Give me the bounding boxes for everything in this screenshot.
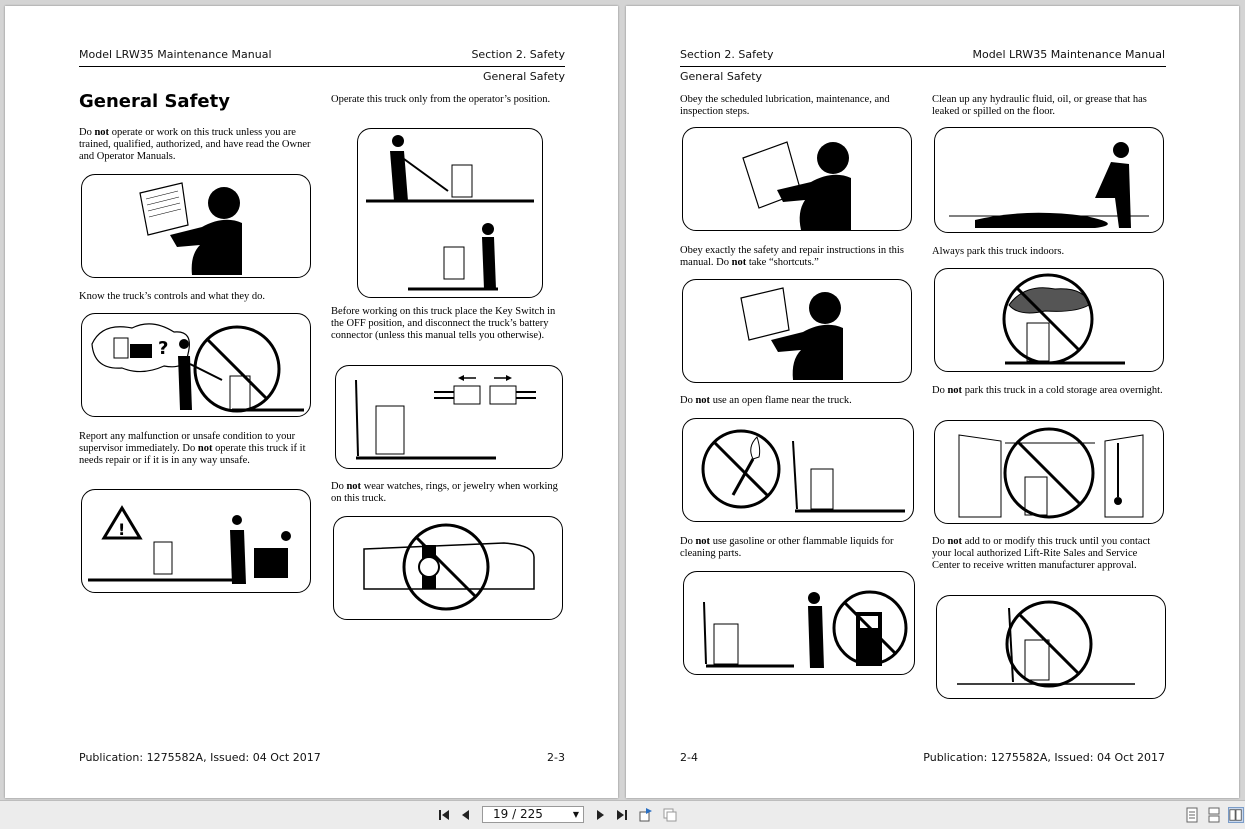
- left-page: [5, 6, 618, 798]
- first-page-button[interactable]: [436, 807, 452, 823]
- single-page-view-button[interactable]: [1184, 807, 1200, 823]
- svg-text:!: !: [118, 520, 126, 539]
- header-section: Section 2. Safety: [680, 48, 774, 61]
- continuous-view-button[interactable]: [1206, 807, 1222, 823]
- next-page-icon: [592, 807, 608, 823]
- header-manual-title: Model LRW35 Maintenance Manual: [972, 48, 1165, 61]
- illustration-checklist: [682, 127, 912, 231]
- caption-trained: Do not operate or work on this truck unless you are trained, qualified, authorized, and have read the Owner and Operator Manuals.: [79, 127, 311, 162]
- illustration-no-gasoline: [683, 571, 915, 675]
- go-forward-button[interactable]: [662, 807, 678, 823]
- illustration-reading-instructions: [682, 279, 912, 383]
- svg-text:?: ?: [158, 338, 169, 359]
- footer-page-number: 2-3: [547, 751, 565, 764]
- right-page: [626, 6, 1239, 798]
- illustration-disconnect-battery: [335, 365, 563, 469]
- illustration-cold-storage: [934, 420, 1164, 524]
- header-manual-title: Model LRW35 Maintenance Manual: [79, 48, 272, 61]
- illustration-controls-thinking: [81, 313, 311, 417]
- caption-no-flame: Do not use an open flame near the truck.: [680, 395, 852, 406]
- facing-pages-icon: [1229, 808, 1243, 822]
- last-page-button[interactable]: [614, 807, 630, 823]
- previous-page-button[interactable]: [458, 807, 474, 823]
- subheader: General Safety: [482, 70, 565, 83]
- illustration-reading-manual: [81, 174, 311, 278]
- chevron-down-icon[interactable]: ▼: [572, 810, 579, 819]
- caption-key-switch: Before working on this truck place the Key Switch in the OFF position, and disconnect the truck’s battery connector (unless this manual tells you otherwise).: [331, 306, 556, 341]
- previous-page-icon: [458, 807, 474, 823]
- caption-report-malfunction: Report any malfunction or unsafe condition to your supervisor immediately. Do not operate this truck if it needs repair or if it is in any way unsafe.: [79, 431, 306, 466]
- go-forward-icon: [662, 807, 678, 823]
- illustration-no-open-flame: [682, 418, 914, 522]
- footer-publication: Publication: 1275582A, Issued: 04 Oct 2017: [79, 751, 321, 764]
- illustration-report-supervisor: [81, 489, 311, 593]
- page-indicator: 19 / 225: [493, 807, 543, 821]
- subheader: General Safety: [680, 70, 763, 83]
- header-rule: [680, 66, 1166, 67]
- illustration-no-jewelry: [333, 516, 563, 620]
- footer-publication: Publication: 1275582A, Issued: 04 Oct 2017: [923, 751, 1165, 764]
- caption-clean-fluid: Clean up any hydraulic fluid, oil, or grease that has leaked or spilled on the floor.: [932, 94, 1147, 117]
- caption-no-cold-storage: Do not park this truck in a cold storage area overnight.: [932, 385, 1163, 396]
- continuous-page-icon: [1206, 807, 1222, 823]
- header-section: Section 2. Safety: [471, 48, 565, 61]
- illustration-clean-spill: [934, 127, 1164, 233]
- caption-no-jewelry: Do not wear watches, rings, or jewelry when working on this truck.: [331, 481, 558, 504]
- page-number-input[interactable]: [482, 806, 584, 823]
- illustration-operator-position: [357, 128, 543, 298]
- caption-no-shortcuts: Obey exactly the safety and repair instructions in this manual. Do not take “shortcuts.”: [680, 245, 904, 268]
- header-rule: [79, 66, 565, 67]
- go-back-button[interactable]: [638, 807, 654, 823]
- footer-page-number: 2-4: [680, 751, 698, 764]
- illustration-park-indoors: [934, 268, 1164, 372]
- caption-operator-position: Operate this truck only from the operator’s position.: [331, 94, 551, 105]
- caption-park-indoors: Always park this truck indoors.: [932, 246, 1065, 257]
- caption-lubrication: Obey the scheduled lubrication, maintenance, and inspection steps.: [680, 94, 890, 117]
- facing-pages-view-button[interactable]: [1228, 807, 1244, 823]
- viewer-toolbar: [0, 800, 1245, 829]
- last-page-icon: [614, 807, 630, 823]
- caption-no-gasoline: Do not use gasoline or other flammable liquids for cleaning parts.: [680, 536, 894, 559]
- caption-controls: Know the truck’s controls and what they do.: [79, 291, 266, 302]
- page-title: General Safety: [79, 91, 230, 112]
- illustration-no-modify: [936, 595, 1166, 699]
- first-page-icon: [436, 807, 452, 823]
- next-page-button[interactable]: [592, 807, 608, 823]
- single-page-icon: [1184, 807, 1200, 823]
- go-back-icon: [638, 807, 654, 823]
- caption-no-modify: Do not add to or modify this truck until you contact your local authorized Lift-Rite Sales and Service Center to receive written manufacturer approval.: [932, 536, 1151, 571]
